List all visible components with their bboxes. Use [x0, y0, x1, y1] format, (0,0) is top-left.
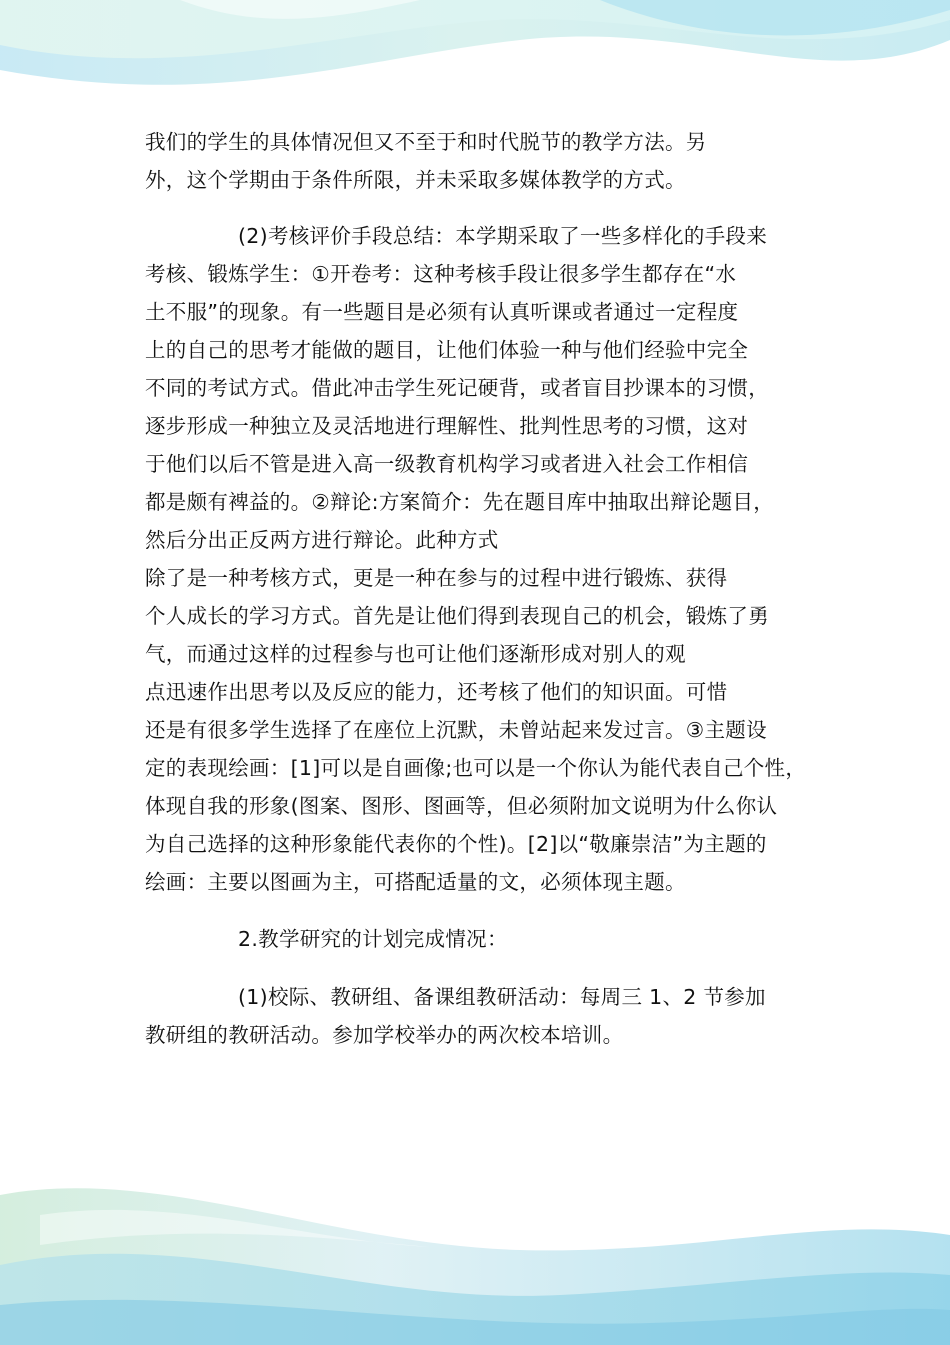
text-line: 不同的考试方式。借此冲击学生死记硬背，或者盲目抄课本的习惯， — [145, 376, 769, 400]
section-heading: 2.教学研究的计划完成情况： — [238, 927, 508, 951]
text-line: 土不服”的现象。有一些题目是必须有认真听课或者通过一定程度 — [145, 300, 739, 324]
text-line: 绘画：主要以图画为主，可搭配适量的文，必须体现主题。 — [145, 870, 686, 894]
text-line: 考核、锻炼学生：①开卷考：这种考核手段让很多学生都存在“水 — [145, 262, 737, 286]
text-line: 体现自我的形象(图案、图形、图画等，但必须附加文说明为什么你认 — [145, 794, 778, 818]
text-line: 点迅速作出思考以及反应的能力，还考核了他们的知识面。可惜 — [145, 680, 728, 704]
text-line: 外，这个学期由于条件所限，并未采取多媒体教学的方式。 — [145, 168, 686, 192]
text-line: (1)校际、教研组、备课组教研活动：每周三 1、2 节参加 — [238, 985, 766, 1009]
text-line: 定的表现绘画：[1]可以是自画像;也可以是一个你认为能代表自己个性， — [145, 756, 807, 780]
text-line: (2)考核评价手段总结：本学期采取了一些多样化的手段来 — [238, 224, 768, 248]
text-line: 为自己选择的这种形象能代表你的个性)。[2]以“敬廉崇洁”为主题的 — [145, 832, 767, 856]
text-line: 气，而通过这样的过程参与也可让他们逐渐形成对别人的观 — [145, 642, 686, 666]
text-line: 然后分出正反两方进行辩论。此种方式 — [145, 528, 499, 552]
text-line: 除了是一种考核方式，更是一种在参与的过程中进行锻炼、获得 — [145, 566, 728, 590]
text-line: 个人成长的学习方式。首先是让他们得到表现自己的机会，锻炼了勇 — [145, 604, 769, 628]
text-line: 教研组的教研活动。参加学校举办的两次校本培训。 — [145, 1023, 624, 1047]
text-line: 都是颇有裨益的。②辩论:方案简介：先在题目库中抽取出辩论题目， — [145, 490, 775, 514]
text-line: 逐步形成一种独立及灵活地进行理解性、批判性思考的习惯，这对 — [145, 414, 749, 438]
text-line: 我们的学生的具体情况但又不至于和时代脱节的教学方法。另 — [145, 130, 707, 154]
text-line: 还是有很多学生选择了在座位上沉默，未曾站起来发过言。③主题设 — [145, 718, 767, 742]
text-line: 上的自己的思考才能做的题目，让他们体验一种与他们经验中完全 — [145, 338, 749, 362]
text-line: 于他们以后不管是进入高一级教育机构学习或者进入社会工作相信 — [145, 452, 749, 476]
